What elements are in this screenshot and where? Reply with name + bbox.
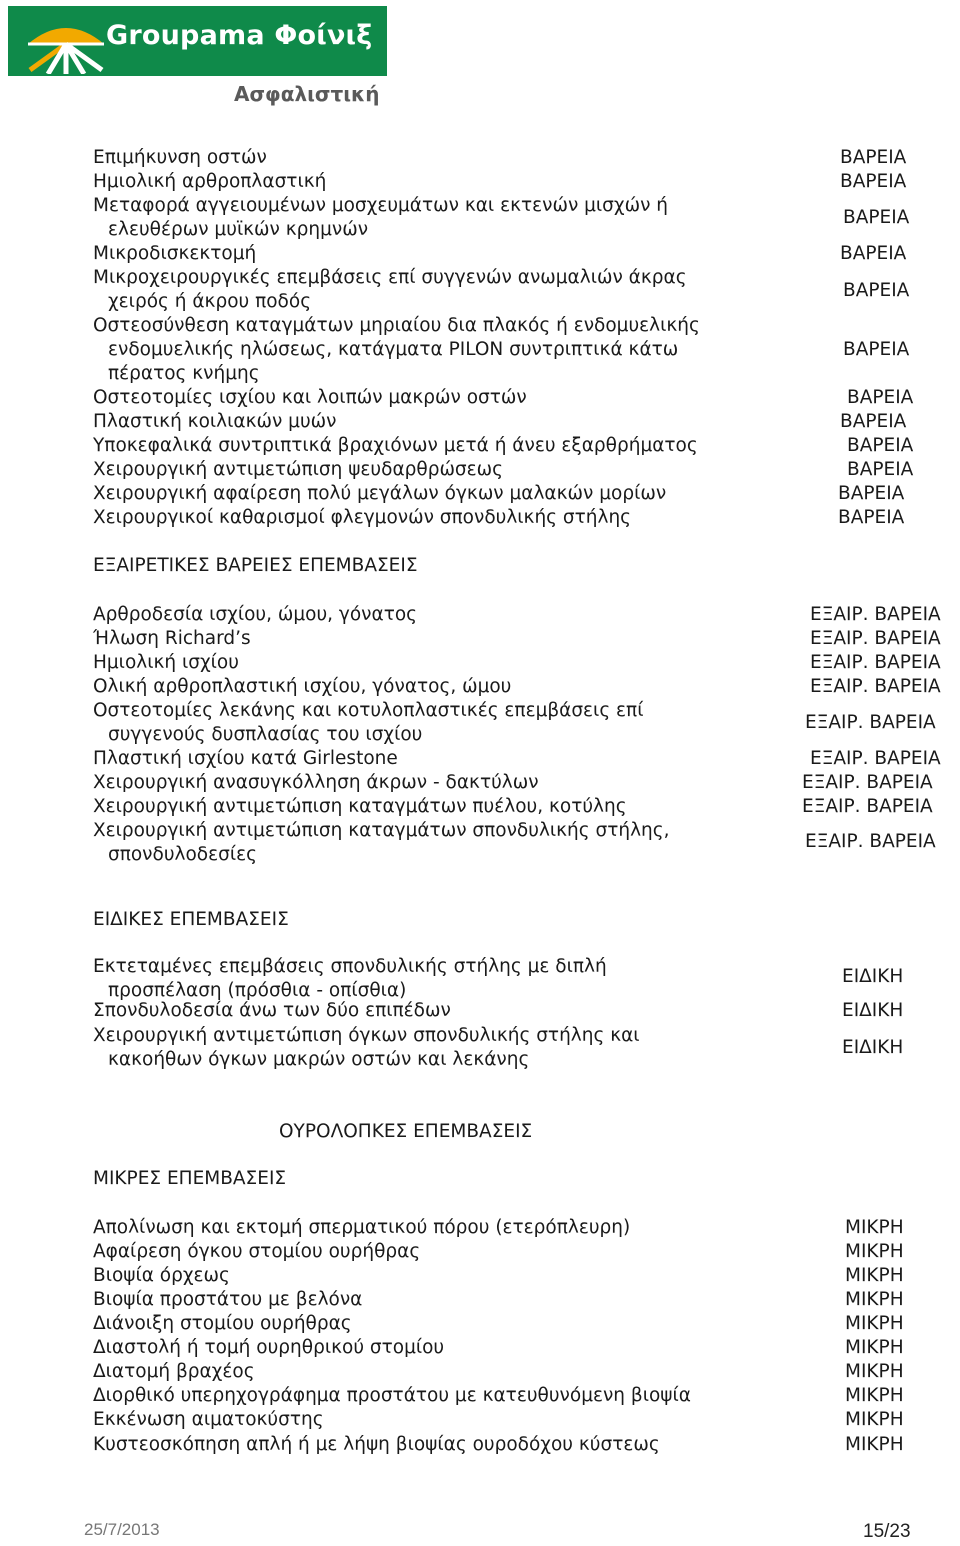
procedure-name: Εκκένωση αιματοκύστης bbox=[93, 1409, 324, 1430]
procedure-name: Κυστεοσκόπηση απλή ή με λήψη βιοψίας ουροδόχου κύστεως bbox=[93, 1434, 660, 1455]
page-number: 15/23 bbox=[863, 1521, 911, 1542]
sunrise-field-icon bbox=[26, 8, 106, 74]
severity-value: ΒΑΡΕΙΑ bbox=[838, 483, 905, 504]
severity-value: ΒΑΡΕΙΑ bbox=[840, 147, 907, 168]
procedure-name-cont: σπονδυλοδεσίες bbox=[108, 844, 257, 865]
severity-value: ΒΑΡΕΙΑ bbox=[847, 435, 914, 456]
procedure-name: Ημιολική αρθροπλαστική bbox=[93, 171, 327, 192]
severity-value: ΒΑΡΕΙΑ bbox=[840, 243, 907, 264]
severity-value: ΒΑΡΕΙΑ bbox=[843, 207, 910, 228]
severity-value: ΕΙΔΙΚΗ bbox=[842, 966, 904, 987]
severity-value: ΜΙΚΡΗ bbox=[845, 1241, 904, 1262]
severity-value: ΕΞΑΙΡ. ΒΑΡΕΙΑ bbox=[802, 796, 933, 817]
brand-subtitle: Ασφαλιστική bbox=[234, 82, 380, 106]
severity-value: ΜΙΚΡΗ bbox=[845, 1409, 904, 1430]
severity-value: ΜΙΚΡΗ bbox=[845, 1361, 904, 1382]
procedure-name: Χειρουργική αντιμετώπιση καταγμάτων σπονδυλικής στήλης, bbox=[93, 820, 670, 841]
footer-date: 25/7/2013 bbox=[84, 1520, 160, 1539]
severity-value: ΕΞΑΙΡ. ΒΑΡΕΙΑ bbox=[810, 652, 941, 673]
severity-value: ΕΞΑΙΡ. ΒΑΡΕΙΑ bbox=[810, 628, 941, 649]
procedure-name: Αφαίρεση όγκου στομίου ουρήθρας bbox=[93, 1241, 421, 1262]
severity-value: ΜΙΚΡΗ bbox=[845, 1385, 904, 1406]
procedure-name: Μεταφορά αγγειουμένων μοσχευμάτων και εκτενών μισχών ή bbox=[93, 195, 669, 216]
procedure-name: Χειρουργική ανασυγκόλληση άκρων - δακτύλων bbox=[93, 772, 539, 793]
section-heading-urology: ΟΥΡΟΛΟΠΚΕΣ ΕΠΕΜΒΑΣΕΙΣ bbox=[279, 1121, 533, 1142]
severity-value: ΕΞΑΙΡ. ΒΑΡΕΙΑ bbox=[805, 831, 936, 852]
severity-value: ΕΞΑΙΡ. ΒΑΡΕΙΑ bbox=[810, 748, 941, 769]
procedure-name: Βιοψία προστάτου με βελόνα bbox=[93, 1289, 363, 1310]
procedure-name: Διατομή βραχέος bbox=[93, 1361, 255, 1382]
severity-value: ΕΙΔΙΚΗ bbox=[842, 1037, 904, 1058]
severity-value: ΜΙΚΡΗ bbox=[845, 1265, 904, 1286]
procedure-name: Εκτεταμένες επεμβάσεις σπονδυλικής στήλης με διπλή bbox=[93, 956, 607, 977]
severity-value: ΒΑΡΕΙΑ bbox=[843, 339, 910, 360]
procedure-name: Επιμήκυνση οστών bbox=[93, 147, 267, 168]
severity-value: ΜΙΚΡΗ bbox=[845, 1337, 904, 1358]
procedure-name: Χειρουργικοί καθαρισμοί φλεγμονών σπονδυλικής στήλης bbox=[93, 507, 632, 528]
procedure-name: Διορθικό υπερηχογράφημα προστάτου με κατευθυνόμενη βιοψία bbox=[93, 1385, 691, 1406]
subsection-heading-minor: ΜΙΚΡΕΣ ΕΠΕΜΒΑΣΕΙΣ bbox=[93, 1168, 287, 1189]
procedure-name: Απολίνωση και εκτομή σπερματικού πόρου (ετερόπλευρη) bbox=[93, 1217, 631, 1238]
procedure-name-cont: ελευθέρων μυϊκών κρημνών bbox=[108, 219, 369, 240]
severity-value: ΜΙΚΡΗ bbox=[845, 1313, 904, 1334]
section-heading-exceptional: ΕΞΑΙΡΕΤΙΚΕΣ ΒΑΡΕΙΕΣ ΕΠΕΜΒΑΣΕΙΣ bbox=[93, 555, 418, 576]
procedure-name-cont: πέρατος κνήμης bbox=[108, 363, 260, 384]
procedure-name: Χειρουργική αντιμετώπιση καταγμάτων πυέλου, κοτύλης bbox=[93, 796, 627, 817]
severity-value: ΒΑΡΕΙΑ bbox=[840, 171, 907, 192]
procedure-name: Οστεοσύνθεση καταγμάτων μηριαίου δια πλακός ή ενδομυελικής bbox=[93, 315, 700, 336]
procedure-name-cont: ενδομυελικής ηλώσεως, κατάγματα PILON συντριπτικά κάτω bbox=[108, 339, 679, 360]
brand-name: Groupama Φοίνιξ bbox=[106, 20, 373, 51]
procedure-name: Πλαστική ισχίου κατά Girlestone bbox=[93, 748, 398, 769]
severity-value: ΒΑΡΕΙΑ bbox=[843, 280, 910, 301]
procedure-name: Χειρουργική αντιμετώπιση όγκων σπονδυλικής στήλης και bbox=[93, 1025, 640, 1046]
procedure-name: Μικροδισκεκτομή bbox=[93, 243, 257, 264]
procedure-name-cont: κακοήθων όγκων μακρών οστών και λεκάνης bbox=[108, 1049, 530, 1070]
procedure-name-cont: προσπέλαση (πρόσθια - οπίσθια) bbox=[108, 980, 407, 1001]
section-heading-special: ΕΙΔΙΚΕΣ ΕΠΕΜΒΑΣΕΙΣ bbox=[93, 909, 289, 930]
severity-value: ΕΞΑΙΡ. ΒΑΡΕΙΑ bbox=[805, 712, 936, 733]
procedure-name: Βιοψία όρχεως bbox=[93, 1265, 230, 1286]
severity-value: ΜΙΚΡΗ bbox=[845, 1289, 904, 1310]
severity-value: ΜΙΚΡΗ bbox=[845, 1434, 904, 1455]
severity-value: ΒΑΡΕΙΑ bbox=[847, 387, 914, 408]
procedure-name: Αρθροδεσία ισχίου, ώμου, γόνατος bbox=[93, 604, 418, 625]
severity-value: ΕΞΑΙΡ. ΒΑΡΕΙΑ bbox=[802, 772, 933, 793]
severity-value: ΒΑΡΕΙΑ bbox=[840, 411, 907, 432]
procedure-name: Οστεοτομίες ισχίου και λοιπών μακρών οστών bbox=[93, 387, 527, 408]
procedure-name: Οστεοτομίες λεκάνης και κοτυλοπλαστικές επεμβάσεις επί bbox=[93, 700, 644, 721]
groupama-logo bbox=[8, 6, 388, 106]
procedure-name: Μικροχειρουργικές επεμβάσεις επί συγγενών ανωμαλιών άκρας bbox=[93, 267, 687, 288]
procedure-name: Πλαστική κοιλιακών μυών bbox=[93, 411, 337, 432]
severity-value: ΒΑΡΕΙΑ bbox=[838, 507, 905, 528]
procedure-name: Διαστολή ή τομή ουρηθρικού στομίου bbox=[93, 1337, 445, 1358]
procedure-name-cont: χειρός ή άκρου ποδός bbox=[108, 291, 312, 312]
procedure-name: Ήλωση Richard’s bbox=[93, 628, 251, 649]
procedure-name: Ημιολική ισχίου bbox=[93, 652, 239, 673]
procedure-name: Χειρουργική αντιμετώπιση ψευδαρθρώσεως bbox=[93, 459, 504, 480]
procedure-name: Υποκεφαλικά συντριπτικά βραχιόνων μετά ή άνευ εξαρθρήματος bbox=[93, 435, 698, 456]
procedure-name: Χειρουργική αφαίρεση πολύ μεγάλων όγκων μαλακών μορίων bbox=[93, 483, 667, 504]
severity-value: ΕΞΑΙΡ. ΒΑΡΕΙΑ bbox=[810, 604, 941, 625]
severity-value: ΕΞΑΙΡ. ΒΑΡΕΙΑ bbox=[810, 676, 941, 697]
severity-value: ΜΙΚΡΗ bbox=[845, 1217, 904, 1238]
procedure-name-cont: συγγενούς δυσπλασίας του ισχίου bbox=[108, 724, 423, 745]
procedure-name: Διάνοιξη στομίου ουρήθρας bbox=[93, 1313, 352, 1334]
procedure-name: Ολική αρθροπλαστική ισχίου, γόνατος, ώμου bbox=[93, 676, 512, 697]
procedure-name: Σπονδυλοδεσία άνω των δύο επιπέδων bbox=[93, 1000, 451, 1021]
severity-value: ΒΑΡΕΙΑ bbox=[847, 459, 914, 480]
severity-value: ΕΙΔΙΚΗ bbox=[842, 1000, 904, 1021]
